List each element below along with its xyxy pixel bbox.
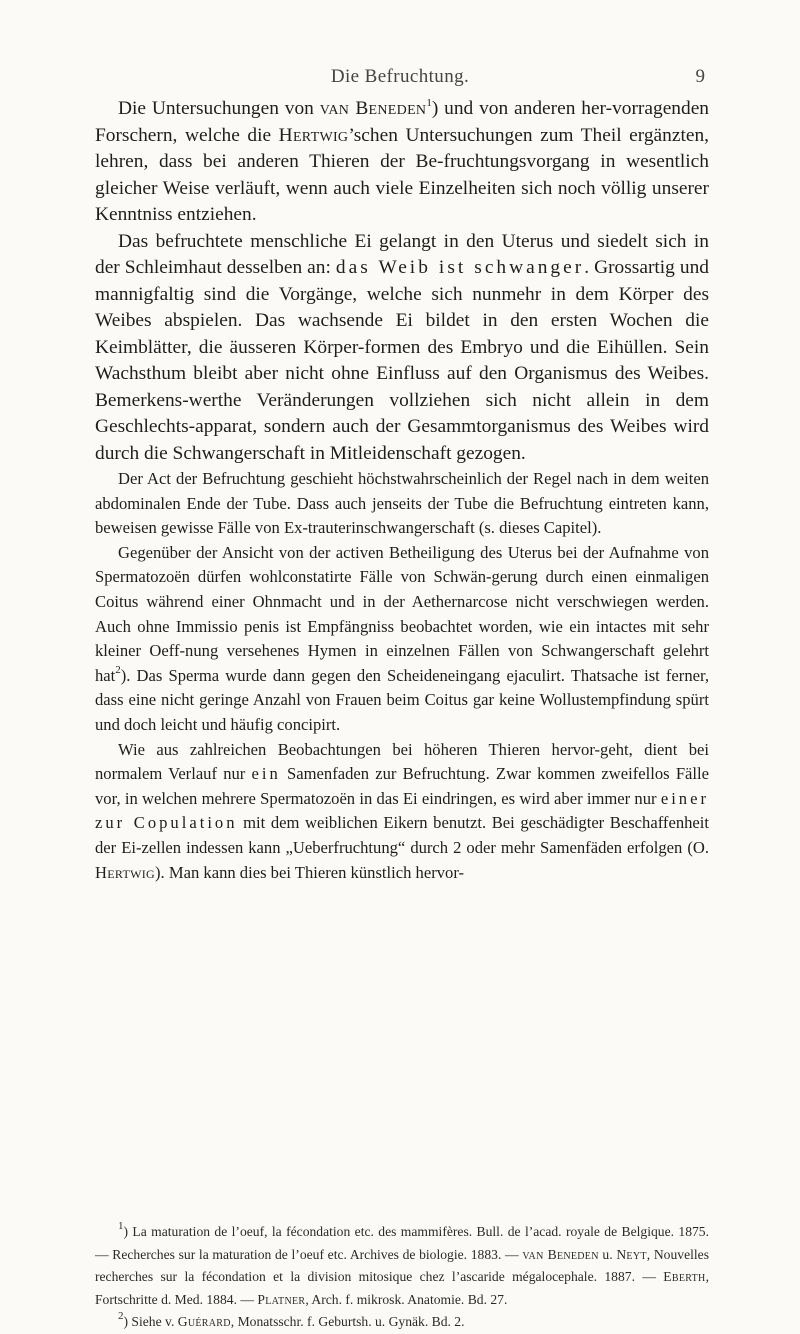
text-run: ’schen Untersuchungen zum Theil ergänzten, lehren, dass bei anderen Thieren der Be-fruchtungsvorgang in wesentlich gleicher Weise verläuft, wenn auch viele Einzelheiten sich noch völlig unserer Kenntniss entziehen. [95,124,709,225]
text-run: , Arch. f. mikrosk. Anatomie. Bd. 27. [305,1291,508,1307]
paragraph-1 [95,96,709,229]
spaced-emphasis: ein [251,764,281,784]
page-number: 9 [695,66,705,87]
paragraph-4 [95,541,709,738]
text-run: Wie aus zahlreichen Beobachtungen bei höheren Thieren hervor-geht, dient bei normalem Verlauf nur [95,739,709,784]
paragraph-5 [95,738,709,886]
text-run: Gegenüber der Ansicht von der activen Betheiligung des Uterus bei der Aufnahme von Spermatozoën dürfen wohlconstatirte Fälle von Schwän-gerung durch einen einmaligen Coitus während einer Ohnmacht und in der Aethernarcose nicht verschwiegen werden. Auch ohne Immissio penis ist Empfängniss beobachtet worden, wie ein intactes mit sehr kleiner Oeff-nung versehenes Hymen in einzelnen Fällen von Schwangerschaft gelehrt hat [95,542,709,685]
author-name: Eberth [663,1269,706,1284]
author-name: Hertwig [278,124,349,146]
text-run: , Fortschritte d. Med. 1884. — [95,1269,709,1307]
author-name: van Beneden [522,1246,599,1262]
text-run: ). Das Sperma wurde dann gegen den Scheideneingang ejaculirt. Thatsache ist ferner, dass eine nicht geringe Anzahl von Frauen beim Coitus gar keine Wollustempfindung spürt und doch leicht und häufig concipirt. [95,665,709,734]
running-header [0,66,800,92]
author-name: Hertwig [95,862,156,882]
author-name: Neyt [616,1246,647,1262]
spaced-emphasis: einer [660,788,709,808]
main-text [95,96,709,885]
text-run: mit dem weiblichen Eikern benutzt. Bei geschädigter Beschaffenheit der Ei-zellen indessen kann „Ueberfruchtung“ durch 2 oder mehr Samenfäden erfolgen (O. [95,813,710,857]
footnote-mark: 1 [118,1220,124,1233]
footnotes [95,1221,709,1334]
text-run: ) und von anderen her-vorragenden Forschern, welche die [95,98,709,146]
running-title: Die Befruchtung. [330,66,470,87]
paragraph-2 [95,229,709,468]
text-run: ) Siehe v. [123,1314,178,1329]
author-name: Platner [257,1291,306,1307]
text-run: u. [598,1246,617,1262]
footnote-mark: 2 [118,1310,124,1323]
footnote-2 [95,1311,709,1334]
footnote-1 [95,1221,709,1311]
text-run: Samenfaden zur Befruchtung. Zwar kommen zweifellos Fälle vor, in welchen mehrere Spermatozoën in das Ei eindringen, es wird aber immer nur [95,764,709,808]
paragraph-3: Der Act der Befruchtung geschieht höchstwahrscheinlich der Regel nach in dem weiten abdominalen Ende der Tube. Dass auch jenseits der Tube die Befruchtung eintreten kann, beweisen gewisse Fälle von Ex-trauterinschwangerschaft (s. dieses Capitel). [95,469,709,538]
spaced-emphasis: zur Copulation [95,813,238,833]
text-run: , Monatsschr. f. Geburtsh. u. Gynäk. Bd. 2. [230,1314,465,1329]
author-name: van Beneden [319,98,427,119]
author-name: Guérard [177,1314,231,1329]
text-run: Das befruchtete menschliche Ei gelangt in den Uterus und siedelt sich in der Schleimhaut desselben an: [95,230,709,278]
text-run: . Grossartig und mannigfaltig sind die Vorgänge, welche sich nunmehr in dem Körper des Weibes abspielen. Das wachsende Ei bildet in den ersten Wochen die Keimblätter, die äusseren Körper-formen des Embryo und die Eihüllen. Sein Wachsthum bleibt aber nicht ohne Einfluss auf den Organismus des Weibes. Bemerkens-werthe Veränderungen vollziehen sich nicht allein in dem Geschlechts-apparat, sondern auch der Gesammtorganismus des Weibes wird durch die Schwangerschaft in Mitleidenschaft gezogen. [95,257,709,464]
spaced-emphasis: das Weib ist schwanger [335,257,585,278]
text-run: ) La maturation de l’oeuf, la fécondation etc. des mammifères. Bull. de l’acad. royale de Belgique. 1875. — Recherches sur la maturation de l’oeuf etc. Archives de biologie. 1883. — [95,1224,709,1262]
text-run: ). Man kann dies bei Thieren künstlich hervor- [155,862,465,882]
text-run: Die Untersuchungen von [118,98,320,119]
text-run: , Nouvelles recherches sur la fécondation et la division mitosique chez l’ascaride mégalocephale. 1887. — [95,1246,709,1284]
footnote-ref: 2 [115,664,121,677]
footnote-ref: 1 [426,96,432,109]
